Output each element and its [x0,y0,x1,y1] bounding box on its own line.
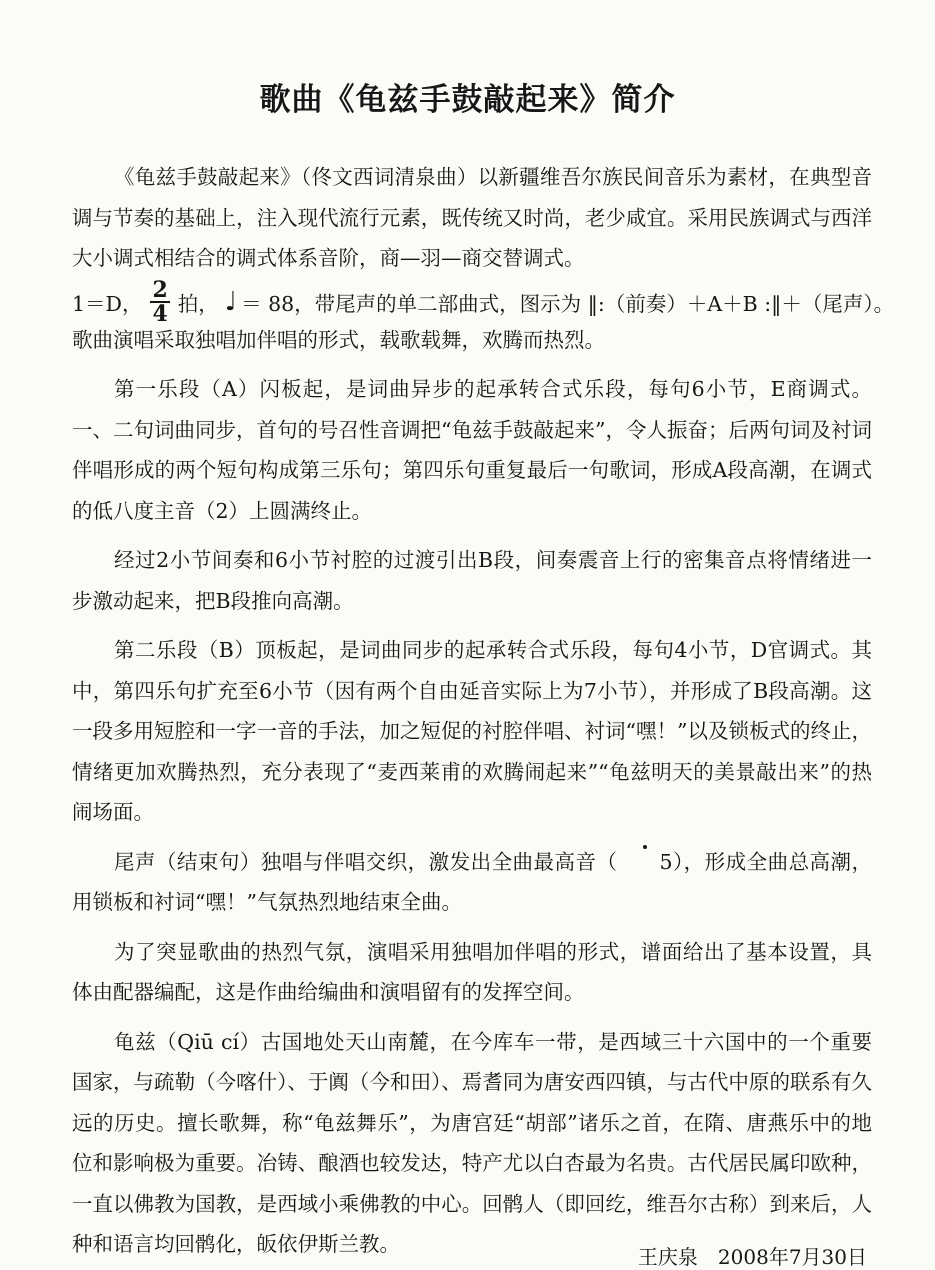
author-signature: 王庆泉 2008年7月30日 [637,1245,867,1269]
spacer [72,621,872,630]
key-signature: 1＝D， [72,291,143,316]
paragraph-history: 龟兹（Qiū cí）古国地处天山南麓，在今库车一带，是西域三十六国中的一个重要国家，与疏勒（今喀什）、于阗（今和田）、焉耆同为唐安西四镇，与古代中原的联系有久远的历史。擅长歌舞，称“龟兹舞乐”，为唐宫廷“胡部”诸乐之首，在隋、唐燕乐中的地位和影响极为重要。冶铸、酿酒也较发达，特产尤以白杏最为名贵。古代居民属印欧种，一直以佛教为国教，是西域小乘佛教的中心。回鹘人（即回纥，维吾尔古称）到来后，人种和语言均回鹘化，皈依伊斯兰教。 [72,1029,872,1256]
paragraph-section-a: 第一乐段（A）闪板起，是词曲异步的起承转合式乐段，每句6小节，E商调式。一、二句词曲同步，首句的号召性音调把“龟兹手鼓敲起来”，令人振奋；后两句词及衬词伴唱形成的两个短句构成第三乐句；第四乐句重复最后一句歌词，形成A段高潮，在调式的低八度主音（2）上圆满终止。 [72,377,872,523]
paragraph-coda [72,842,872,923]
paragraph-interlude: 经过2小节间奏和6小节衬腔的过渡引出B段，间奏震音上行的密集音点将情绪进一步激动起来，把B段推向高潮。 [72,548,872,613]
spacer [72,1013,872,1022]
spacer [72,923,872,932]
paragraph-section-b: 第二乐段（B）顶板起，是词曲同步的起承转合式乐段，每句4小节，D官调式。其中，第四乐句扩充至6小节（因有两个自由延音实际上为7小节），并形成了B段高潮。这一段多用短腔和一字一音的手法，加之短促的衬腔伴唱、衬词“嘿！”以及锁板式的终止，情绪更加欢腾热烈，充分表现了“麦西莱甫的欢腾闹起来”“龟兹明天的美景敲出来”的热闹场面。 [72,638,872,824]
tempo-and-form: ＝ 88，带尾声的单二部曲式，图示为 ‖:（前奏）＋A＋B :‖＋（尾声）。 [241,291,895,316]
high-note: 5 [617,842,672,883]
spacer [72,833,872,842]
beat-label: 拍， [177,291,219,316]
intro-text: 《龟兹手鼓敲起来》（佟文西词清泉曲）以新疆维吾尔族民间音乐为素材，在典型音调与节奏的基础上，注入现代流行元素，既传统又时尚，老少咸宜。采用民族调式与西洋大小调式相结合的调式体系音阶，商—羽—商交替调式。 [72,165,872,270]
spacer [72,360,872,369]
paragraph-performance: 为了突显歌曲的热烈气氛，演唱采用独唱加伴唱的形式，谱面给出了基本设置，具体由配器编配，这是作曲给编曲和演唱留有的发挥空间。 [72,939,872,1004]
article-body [72,157,895,1265]
time-signature [150,276,169,327]
coda-text-after: ），形成全曲总高潮，用锁板和衬词“嘿！”气氛热烈地结束全曲。 [72,849,872,914]
page-title: 歌曲《龟兹手鼓敲起来》简介 [259,82,676,118]
quarter-note-icon: ♩ [224,286,238,317]
time-signature-numerator: 2 [152,276,168,303]
paragraph-intro [72,157,872,279]
time-signature-denominator: 4 [152,300,168,327]
spacer [72,531,872,540]
coda-text-before: 尾声（结束句）独唱与伴唱交织，激发出全曲最高音（ [114,849,618,874]
paragraph-intro-end: 歌曲演唱采取独唱加伴唱的形式，载歌载舞，欢腾而热烈。 [72,327,605,352]
